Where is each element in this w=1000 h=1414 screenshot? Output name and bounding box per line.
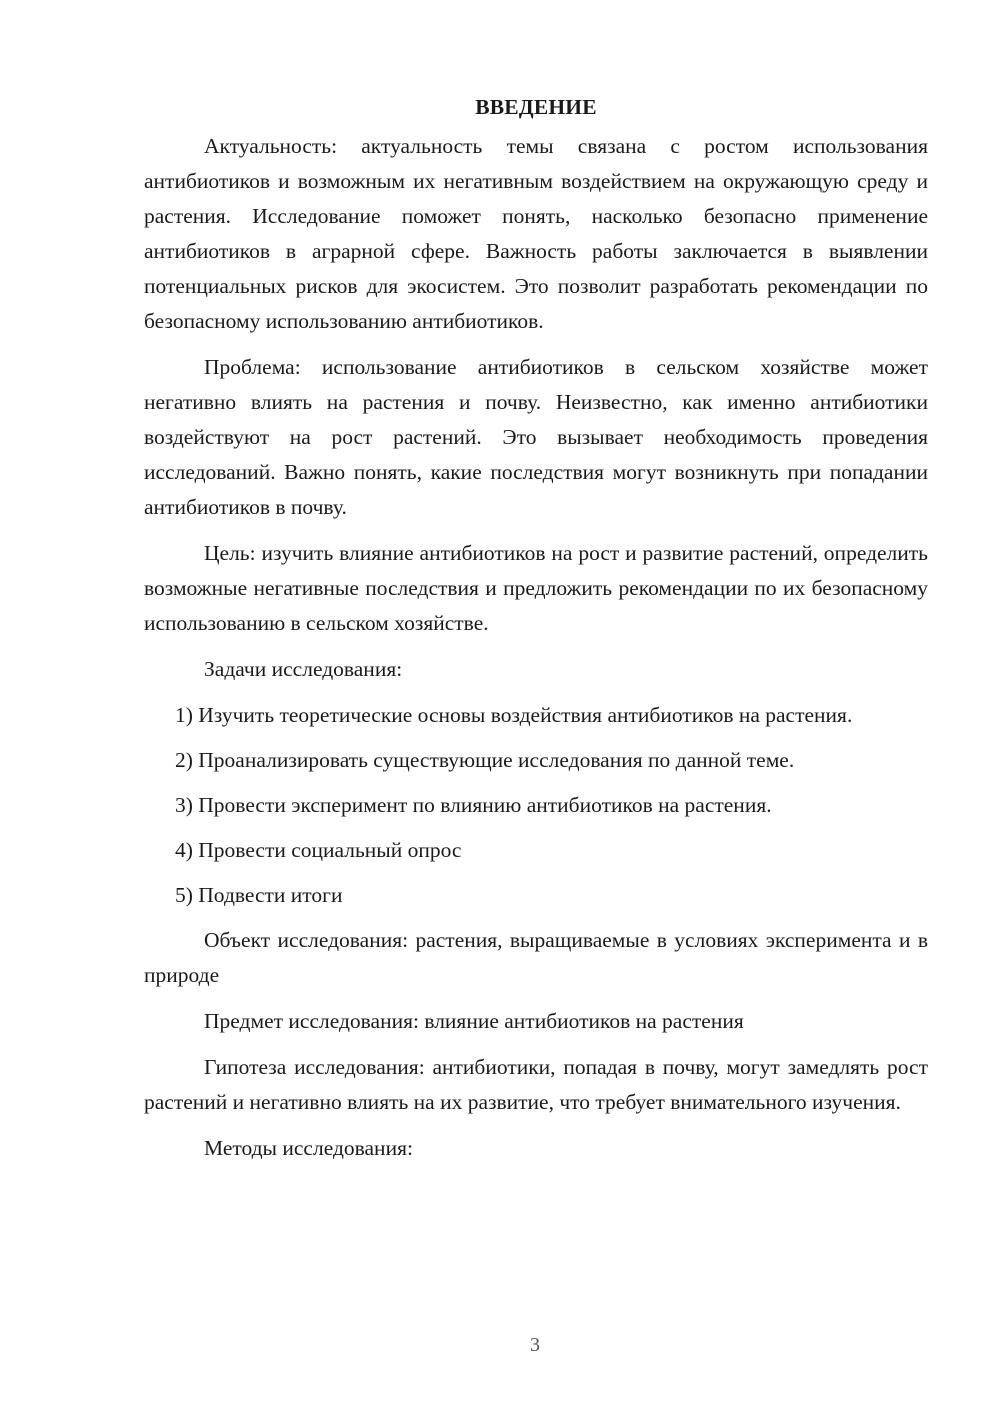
task-item-4: 4) Провести социальный опрос	[175, 838, 462, 862]
task-item-5: 5) Подвести итоги	[175, 883, 343, 907]
paragraph-tasks-title: Задачи исследования:	[204, 657, 403, 681]
task-item-3: 3) Провести эксперимент по влиянию антибиотиков на растения.	[175, 793, 772, 817]
paragraph-problem: Проблема: использование антибиотиков в сельском хозяйстве может негативно влиять на растения и почву. Неизвестно, как именно антибиотики воздействуют на рост растений. Это вызывает необходимость проведения исследований. Важно понять, какие последствия могут возникнуть при попадании антибиотиков в почву.	[144, 355, 928, 519]
task-item-1: 1) Изучить теоретические основы воздействия антибиотиков на растения.	[175, 703, 853, 727]
paragraph-hypothesis: Гипотеза исследования: антибиотики, попадая в почву, могут замедлять рост растений и негативно влиять на их развитие, что требует внимательного изучения.	[144, 1055, 928, 1114]
document-page	[144, 90, 928, 1177]
page-number: 3	[530, 1334, 540, 1356]
paragraph-object: Объект исследования: растения, выращиваемые в условиях эксперимента и в природе	[144, 928, 928, 987]
section-heading: ВВЕДЕНИЕ	[475, 95, 597, 119]
paragraph-relevance: Актуальность: актуальность темы связана с ростом использования антибиотиков и возможным их негативным воздействием на окружающую среду и растения. Исследование поможет понять, насколько безопасно применение антибиотиков в аграрной сфере. Важность работы заключается в выявлении потенциальных рисков для экосистем. Это позволит разработать рекомендации по безопасному использованию антибиотиков.	[144, 134, 928, 333]
task-item-2: 2) Проанализировать существующие исследования по данной теме.	[175, 748, 795, 772]
paragraph-methods-title: Методы исследования:	[204, 1136, 413, 1160]
paragraph-subject: Предмет исследования: влияние антибиотиков на растения	[204, 1009, 744, 1033]
paragraph-goal: Цель: изучить влияние антибиотиков на рост и развитие растений, определить возможные негативные последствия и предложить рекомендации по их безопасному использованию в сельском хозяйстве.	[144, 541, 928, 635]
